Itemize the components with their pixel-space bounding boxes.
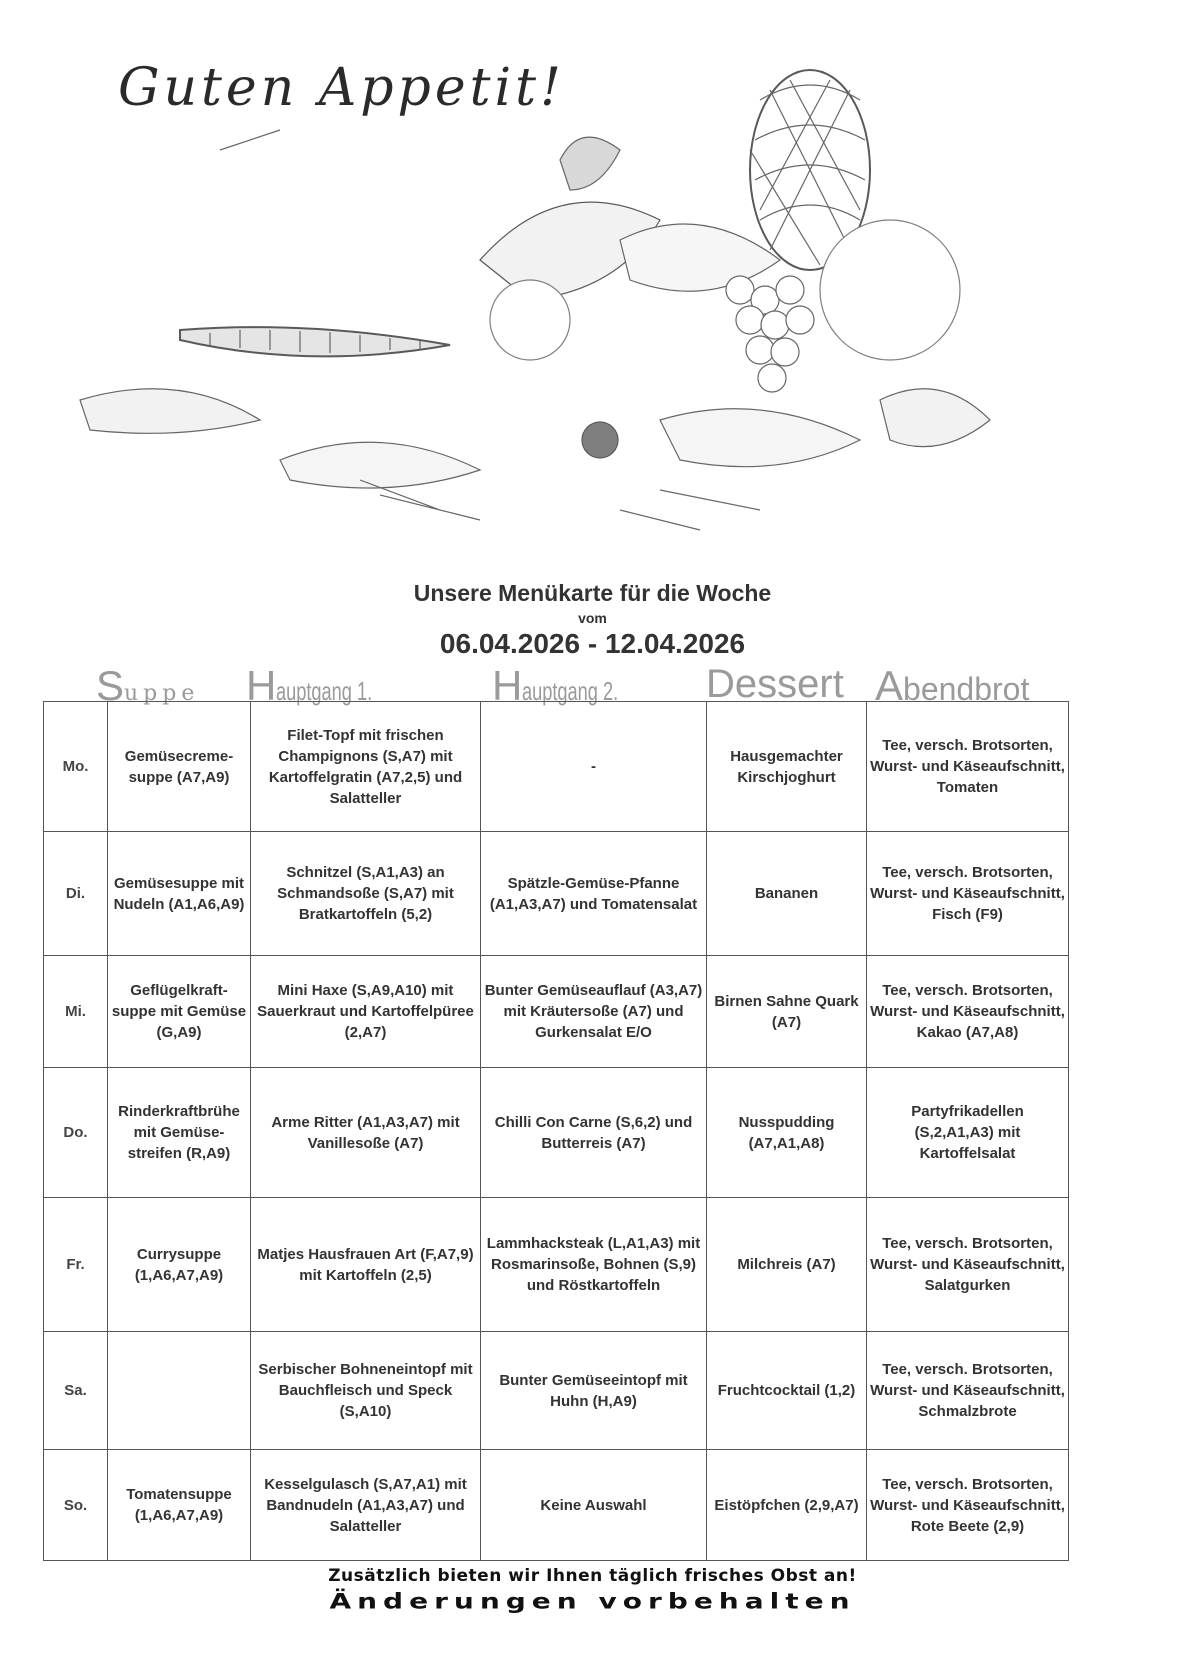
cell-abendbrot: Tee, versch. Brotsorten, Wurst- und Käseaufschnitt, Tomaten <box>867 702 1069 832</box>
cell-hauptgang1: Serbischer Bohneneintopf mit Bauchfleisch und Speck (S,A10) <box>251 1332 481 1450</box>
cell-hauptgang1: Filet-Topf mit frischen Champignons (S,A7) mit Kartoffelgratin (A7,2,5) und Salatteller <box>251 702 481 832</box>
cell-abendbrot: Tee, versch. Brotsorten, Wurst- und Käseaufschnitt, Salatgurken <box>867 1198 1069 1332</box>
vegetables-illustration <box>60 40 1020 550</box>
table-row <box>44 1198 1069 1332</box>
cell-dessert: Nusspudding (A7,A1,A8) <box>707 1068 867 1198</box>
table-row <box>44 1332 1069 1450</box>
cell-hauptgang2: - <box>481 702 707 832</box>
date-range: 06.04.2026 - 12.04.2026 <box>439 628 746 659</box>
column-header-suppe-rest: uppe <box>124 681 200 706</box>
changes-disclaimer: Änderungen vorbehalten <box>329 1589 856 1614</box>
cell-abendbrot: Tee, versch. Brotsorten, Wurst- und Käseaufschnitt, Kakao (A7,A8) <box>867 956 1069 1068</box>
cell-hauptgang2: Lammhacksteak (L,A1,A3) mit Rosmarinsoße, Bohnen (S,9) und Röstkartoffeln <box>481 1198 707 1332</box>
column-header-dessert: Dessert <box>706 662 844 706</box>
column-header-hauptgang-2-rest: auptgang 2. <box>522 676 619 706</box>
table-row <box>44 832 1069 956</box>
day-cell: Mo. <box>44 702 108 832</box>
table-row <box>44 702 1069 832</box>
table-row <box>44 956 1069 1068</box>
cell-dessert: Milchreis (A7) <box>707 1198 867 1332</box>
cell-dessert: Birnen Sahne Quark (A7) <box>707 956 867 1068</box>
column-header-hauptgang-1-rest: auptgang 1. <box>276 676 373 706</box>
cell-suppe: Rinderkraftbrühe mit Gemüse-streifen (R,A9) <box>108 1068 251 1198</box>
column-header-abendbrot-rest: bendbrot <box>903 671 1030 707</box>
cell-suppe: Currysuppe (1,A6,A7,A9) <box>108 1198 251 1332</box>
day-cell: Di. <box>44 832 108 956</box>
cell-abendbrot: Tee, versch. Brotsorten, Wurst- und Käseaufschnitt, Rote Beete (2,9) <box>867 1450 1069 1561</box>
cell-hauptgang1: Kesselgulasch (S,A7,A1) mit Bandnudeln (A1,A3,A7) und Salatteller <box>251 1450 481 1561</box>
cell-hauptgang2: Bunter Gemüseauflauf (A3,A7) mit Kräutersoße (A7) und Gurkensalat E/O <box>481 956 707 1068</box>
day-cell: Mi. <box>44 956 108 1068</box>
headline: Guten Appetit! <box>118 58 565 118</box>
cell-dessert: Fruchtcocktail (1,2) <box>707 1332 867 1450</box>
cell-hauptgang1: Schnitzel (S,A1,A3) an Schmandsoße (S,A7) mit Bratkartoffeln (5,2) <box>251 832 481 956</box>
cell-abendbrot: Tee, versch. Brotsorten, Wurst- und Käseaufschnitt, Schmalzbrote <box>867 1332 1069 1450</box>
column-header-abendbrot-initial: A <box>875 662 904 709</box>
day-cell: Do. <box>44 1068 108 1198</box>
cell-hauptgang2: Spätzle-Gemüse-Pfanne (A1,A3,A7) und Tomatensalat <box>481 832 707 956</box>
cell-suppe: Geflügelkraft-suppe mit Gemüse (G,A9) <box>108 956 251 1068</box>
cell-dessert: Eistöpfchen (2,9,A7) <box>707 1450 867 1561</box>
menu-table <box>43 701 1069 1561</box>
table-row <box>44 1450 1069 1561</box>
cell-abendbrot: Partyfrikadellen (S,2,A1,A3) mit Kartoffelsalat <box>867 1068 1069 1198</box>
cell-hauptgang2: Chilli Con Carne (S,6,2) und Butterreis (A7) <box>481 1068 707 1198</box>
table-row <box>44 1068 1069 1198</box>
fruit-note: Zusätzlich bieten wir Ihnen täglich frisches Obst an! <box>328 1566 857 1586</box>
day-cell: So. <box>44 1450 108 1561</box>
cell-dessert: Bananen <box>707 832 867 956</box>
cell-hauptgang1: Matjes Hausfrauen Art (F,A7,9) mit Kartoffeln (2,5) <box>251 1198 481 1332</box>
cell-hauptgang2: Keine Auswahl <box>481 1450 707 1561</box>
cell-suppe: Tomatensuppe (1,A6,A7,A9) <box>108 1450 251 1561</box>
column-header-hauptgang-1-initial: H <box>246 662 277 709</box>
day-cell: Fr. <box>44 1198 108 1332</box>
cell-suppe: Gemüsesuppe mit Nudeln (A1,A6,A9) <box>108 832 251 956</box>
day-cell: Sa. <box>44 1332 108 1450</box>
grapes-shape <box>726 276 814 392</box>
column-header-suppe-initial: S <box>96 662 125 709</box>
cell-dessert: Hausgemachter Kirschjoghurt <box>707 702 867 832</box>
column-header-hauptgang-2-initial: H <box>492 662 523 709</box>
cell-suppe <box>108 1332 251 1450</box>
vom-label: vom <box>578 610 607 626</box>
corn-shape <box>180 327 450 356</box>
page-title: Unsere Menükarte für die Woche <box>413 580 772 606</box>
cell-hauptgang2: Bunter Gemüseeintopf mit Huhn (H,A9) <box>481 1332 707 1450</box>
cell-suppe: Gemüsecreme-suppe (A7,A9) <box>108 702 251 832</box>
cell-hauptgang1: Arme Ritter (A1,A3,A7) mit Vanillesoße (A7) <box>251 1068 481 1198</box>
cell-hauptgang1: Mini Haxe (S,A9,A10) mit Sauerkraut und Kartoffelpüree (2,A7) <box>251 956 481 1068</box>
cell-abendbrot: Tee, versch. Brotsorten, Wurst- und Käseaufschnitt, Fisch (F9) <box>867 832 1069 956</box>
